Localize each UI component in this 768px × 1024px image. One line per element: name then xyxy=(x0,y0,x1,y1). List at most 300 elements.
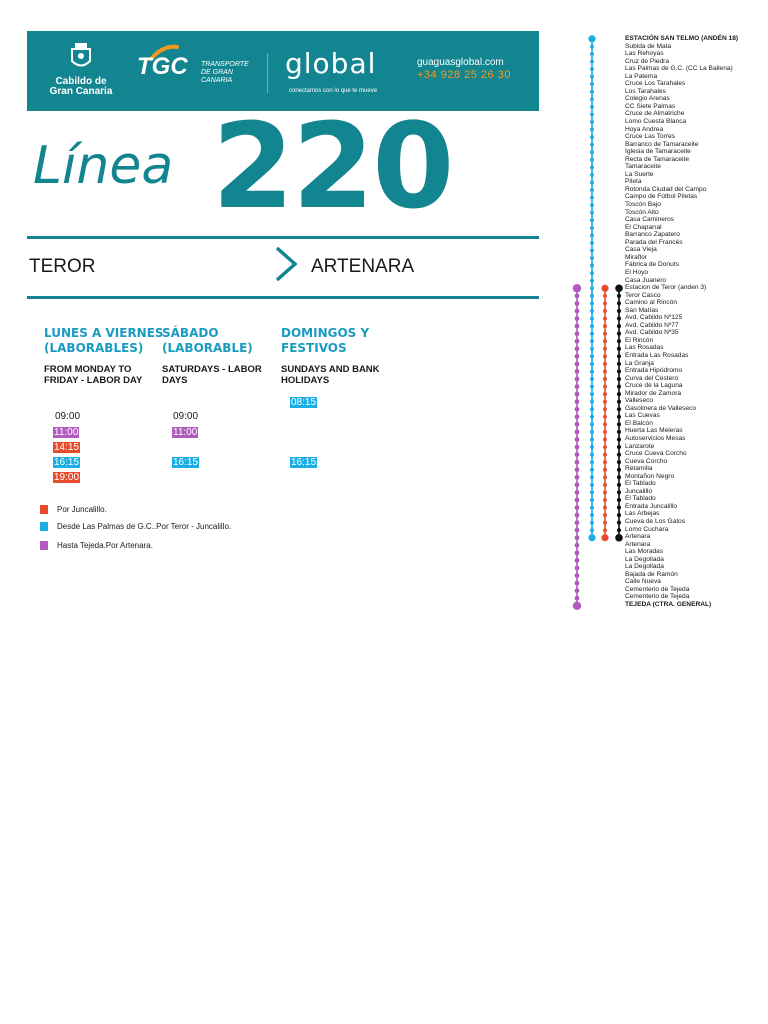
stop-dot xyxy=(603,483,607,487)
stop-dot xyxy=(590,362,594,366)
route-origin: TEROR xyxy=(29,256,96,277)
stop-name: Cueva de Los Gatos xyxy=(625,518,686,525)
saturday-subheading-line2: DAYS xyxy=(162,375,188,386)
stop-dot xyxy=(617,339,621,343)
stop-name: Entrada Las Rosadas xyxy=(625,351,689,359)
departure-time: 16:15 xyxy=(173,457,199,468)
stop-dot xyxy=(590,82,594,86)
cabildo-crest-icon xyxy=(68,41,94,71)
stop-dot xyxy=(603,513,607,517)
stop-dot xyxy=(590,528,594,532)
tgc-subtitle-line1: TRANSPORTE xyxy=(201,61,249,68)
stop-dot xyxy=(575,596,580,601)
stop-dot xyxy=(590,453,594,457)
route-destination: ARTENARA xyxy=(311,256,415,277)
stop-name: Estacion de Teror (anden 3) xyxy=(625,284,707,292)
stop-dot xyxy=(590,180,594,184)
stop-dot xyxy=(603,468,607,472)
stop-name: Cueva Corcho xyxy=(625,457,668,465)
departure-time: 16:15 xyxy=(54,457,80,468)
stop-dot xyxy=(575,573,580,578)
stop-name: Avd. Cabildo Nº35 xyxy=(625,329,679,337)
stop-dot xyxy=(603,400,607,404)
stop-dot xyxy=(603,453,607,457)
cabildo-logo xyxy=(41,41,121,103)
weekday-subheading-line2: FRIDAY - LABOR DAY xyxy=(44,375,143,386)
stop-name: Valleseco xyxy=(625,397,654,405)
stop-dot xyxy=(573,602,581,610)
departure-time: 19:00 xyxy=(54,472,80,483)
departure-time: 14:15 xyxy=(54,442,80,453)
stop-name: La Degollada xyxy=(625,563,664,571)
stop-name: Teror Casco xyxy=(625,291,661,299)
stop-name: Las Arbejas xyxy=(625,510,660,518)
stop-dot xyxy=(590,188,594,192)
stop-dot xyxy=(617,415,621,419)
stop-dot xyxy=(588,35,595,42)
stop-dot xyxy=(590,490,594,494)
legend-swatch-purple xyxy=(40,541,48,550)
stop-dot xyxy=(575,399,580,404)
stop-dot xyxy=(603,445,607,449)
stop-dot xyxy=(575,490,580,495)
stop-name: Cruce Los Tarahales xyxy=(625,80,686,88)
stop-dot xyxy=(617,362,621,366)
stop-dot xyxy=(590,158,594,162)
stop-name: El Chaparral xyxy=(625,223,662,231)
stop-dot xyxy=(590,483,594,487)
stop-name: Lomo Cuchara xyxy=(625,525,669,533)
stop-name: Camino al Rincón xyxy=(625,299,678,307)
stop-name: Las Rosadas xyxy=(625,344,664,352)
stop-name: CC Siete Palmas xyxy=(625,102,676,110)
stop-dot xyxy=(575,505,580,510)
stop-name: Lanzarote xyxy=(625,442,655,450)
stop-dot xyxy=(603,498,607,502)
stop-dot xyxy=(603,415,607,419)
stop-name: Toscón Bajo xyxy=(625,201,661,209)
stop-dot xyxy=(590,468,594,472)
stop-dot xyxy=(575,384,580,389)
stop-dot xyxy=(617,347,621,351)
stop-dot xyxy=(617,445,621,449)
stop-name: Entrada Hipódromo xyxy=(625,367,683,375)
stop-dot xyxy=(575,535,580,540)
stop-name: Cementerio de Tejeda xyxy=(625,593,690,601)
stop-dot xyxy=(590,211,594,215)
stop-dot xyxy=(617,369,621,373)
saturday-heading xyxy=(162,326,253,356)
stop-dot xyxy=(590,369,594,373)
stop-name: Avd. Cabildo Nº77 xyxy=(625,321,679,329)
stop-dot xyxy=(590,264,594,268)
stop-dot xyxy=(603,475,607,479)
stop-name: La Degollada xyxy=(625,555,664,563)
header-divider xyxy=(267,53,268,93)
saturday-heading-line2: (LABORABLE) xyxy=(162,341,253,355)
stop-dot xyxy=(575,324,580,329)
stop-name: Artenara xyxy=(625,533,651,541)
stop-dot xyxy=(617,301,621,305)
stop-dot xyxy=(590,52,594,56)
weekday-heading-line2: (LABORABLES) xyxy=(44,341,144,355)
legend-text: Desde Las Palmas de G.C..Por Teror - Juncalillo. xyxy=(57,522,232,531)
stop-name: Campo de Fútbol Piletas xyxy=(625,193,698,201)
stop-name: La Paterna xyxy=(625,72,658,80)
stop-name: Retamilla xyxy=(625,465,653,473)
stop-dot xyxy=(603,362,607,366)
stop-dot xyxy=(590,339,594,343)
stop-dot xyxy=(617,407,621,411)
weekday-subheading-line1: FROM MONDAY TO xyxy=(44,364,132,375)
stop-name: Artenara xyxy=(625,540,651,548)
stop-dot xyxy=(575,566,580,571)
stop-dot xyxy=(590,279,594,283)
stop-name: San Matías xyxy=(625,306,659,314)
stop-dot xyxy=(590,400,594,404)
stop-dot xyxy=(617,392,621,396)
stop-name: Mirador de Zamora xyxy=(625,389,682,397)
stop-name: El Balcón xyxy=(625,419,653,427)
divider-bottom xyxy=(27,296,539,299)
stop-name: Cementerio de Tejeda xyxy=(625,585,690,593)
stop-dot xyxy=(590,301,594,305)
stop-dot xyxy=(575,437,580,442)
stop-dot xyxy=(590,90,594,94)
stop-name: Lomo Cuesta Blanca xyxy=(625,118,687,126)
stop-dot xyxy=(575,581,580,586)
stop-dot xyxy=(603,422,607,426)
stop-dot xyxy=(575,309,580,314)
stop-dot xyxy=(575,414,580,419)
stop-name: Las Moradas xyxy=(625,548,664,556)
stop-dot xyxy=(617,453,621,457)
stop-name: Recta de Tamaraceite xyxy=(625,155,690,163)
stop-dot xyxy=(575,392,580,397)
stop-dot xyxy=(590,294,594,298)
cabildo-name-line2: Gran Canaria xyxy=(49,86,113,97)
stop-dot xyxy=(575,430,580,435)
stop-dot xyxy=(603,506,607,510)
stop-dot xyxy=(590,150,594,154)
divider-top xyxy=(27,236,539,239)
global-tagline: conectamos con lo que te mueve xyxy=(289,88,378,94)
tgc-logo xyxy=(137,43,252,87)
global-wordmark: global xyxy=(285,47,377,80)
stop-dot xyxy=(617,354,621,358)
stop-dot xyxy=(575,339,580,344)
stop-dot xyxy=(590,460,594,464)
stop-name: Barranco de Tamaraceite xyxy=(625,140,699,148)
stop-dot xyxy=(575,467,580,472)
stop-dot xyxy=(575,407,580,412)
stop-dot xyxy=(603,385,607,389)
stop-dot xyxy=(617,468,621,472)
stop-name: Cruce de Almatriche xyxy=(625,110,685,118)
stop-dot xyxy=(590,407,594,411)
stop-dot xyxy=(603,392,607,396)
stop-dot xyxy=(575,354,580,359)
stop-name: Cruz de Piedra xyxy=(625,57,669,65)
stop-dot xyxy=(575,498,580,503)
stop-name: Fábrica de Donuts xyxy=(625,261,679,269)
stop-name: Iglesia de Tamaraceite xyxy=(625,148,691,156)
stop-dot xyxy=(603,317,607,321)
stop-dot xyxy=(603,294,607,298)
stop-dot xyxy=(575,301,580,306)
stop-dot xyxy=(617,505,621,509)
stop-name: Pileta xyxy=(625,178,642,186)
departure-time: 16:15 xyxy=(291,457,317,468)
stop-dot xyxy=(573,284,581,292)
stop-dot xyxy=(617,437,621,441)
stop-name: Gasolinera de Valleseco xyxy=(625,404,696,412)
stop-dot xyxy=(617,528,621,532)
stop-name: La Granja xyxy=(625,359,654,367)
stop-name: Casa Camineros xyxy=(625,216,675,224)
stop-dot xyxy=(575,422,580,427)
stop-dot xyxy=(603,324,607,328)
route-line-diagram xyxy=(570,35,626,610)
stop-dot xyxy=(603,309,607,313)
chevron-right-icon xyxy=(274,246,298,282)
stop-dot xyxy=(590,498,594,502)
stop-name: Colegio Arenas xyxy=(625,95,670,103)
stop-dot xyxy=(590,218,594,222)
stop-dot xyxy=(603,407,607,411)
stop-dot xyxy=(575,316,580,321)
stop-dot xyxy=(617,384,621,388)
stop-dot xyxy=(590,226,594,230)
stop-dot xyxy=(617,521,621,525)
legend-swatch-blue xyxy=(40,522,48,531)
stop-dot xyxy=(590,60,594,64)
stop-dot xyxy=(590,430,594,434)
stop-name: Rotonda Ciudad del Campo xyxy=(625,185,707,193)
stop-dot xyxy=(590,173,594,177)
stop-name: Casa Juanero xyxy=(625,276,667,284)
stop-dot xyxy=(617,422,621,426)
stop-dot xyxy=(590,513,594,517)
stop-dot xyxy=(575,452,580,457)
stop-dot xyxy=(603,490,607,494)
stop-dot xyxy=(601,534,608,541)
stop-dot xyxy=(575,520,580,525)
weekday-heading-line1: LUNES A VIERNES xyxy=(44,326,164,340)
stop-dot xyxy=(590,415,594,419)
stop-dot xyxy=(575,482,580,487)
stop-dot xyxy=(603,460,607,464)
stop-dot xyxy=(617,513,621,517)
stop-name: El Hoyo xyxy=(625,268,649,276)
stop-name: Cruce Cueva Corcho xyxy=(625,450,687,458)
stop-dot xyxy=(575,346,580,351)
stop-name: Las Palmas de G.C. (CC La Ballena) xyxy=(625,65,733,73)
stop-dot xyxy=(590,445,594,449)
stop-dot xyxy=(590,385,594,389)
departure-time: 08:15 xyxy=(291,397,317,408)
stop-dot xyxy=(590,112,594,116)
stop-dot xyxy=(603,301,607,305)
stop-name: Calle Nueva xyxy=(625,578,661,586)
legend-text: Por Juncalillo. xyxy=(57,505,107,514)
stop-name: Entrada Juncalillo xyxy=(625,502,678,510)
stop-name: Cruce de la Laguna xyxy=(625,382,683,390)
stop-dot xyxy=(590,233,594,237)
stop-dot xyxy=(603,377,607,381)
stop-dot xyxy=(575,528,580,533)
stop-dot xyxy=(575,445,580,450)
stop-dot xyxy=(575,293,580,298)
stop-dot xyxy=(575,361,580,366)
stop-name: Subida de Mata xyxy=(625,42,672,50)
stop-dot xyxy=(575,377,580,382)
stop-name: Toscón Alto xyxy=(625,208,659,216)
stop-dot xyxy=(590,332,594,336)
stop-dot xyxy=(603,347,607,351)
stop-dot xyxy=(590,128,594,132)
stop-dot xyxy=(590,67,594,71)
legend-text: Hasta Tejeda.Por Artenara. xyxy=(57,541,153,550)
stop-dot xyxy=(617,324,621,328)
stop-list xyxy=(625,35,765,609)
sunday-heading xyxy=(281,326,369,356)
sunday-subheading xyxy=(281,364,380,386)
stop-dot xyxy=(590,271,594,275)
stop-dot xyxy=(617,316,621,320)
stop-name: Huerta Las Meleras xyxy=(625,427,683,435)
stop-dot xyxy=(575,588,580,593)
sunday-subheading-line2: HOLIDAYS xyxy=(281,375,330,386)
sunday-heading-line1: DOMINGOS Y xyxy=(281,326,370,340)
stop-dot xyxy=(617,430,621,434)
stop-dot xyxy=(590,521,594,525)
phone-number[interactable]: +34 928 25 26 30 xyxy=(417,69,511,81)
stop-dot xyxy=(617,483,621,487)
departure-time: 11:00 xyxy=(173,427,198,438)
sunday-subheading-line1: SUNDAYS AND BANK xyxy=(281,364,380,375)
website-link[interactable]: guaguasglobal.com xyxy=(417,57,504,68)
stop-dot xyxy=(617,294,621,298)
stop-name: Las Cuevas xyxy=(625,412,660,420)
stop-dot xyxy=(603,339,607,343)
stop-dot xyxy=(590,377,594,381)
stop-name: Montañon Negro xyxy=(625,472,675,480)
line-title-word: Línea xyxy=(33,136,174,196)
stop-name: Parada del Francés xyxy=(625,238,683,246)
stop-dot xyxy=(575,543,580,548)
stop-name: El Rincón xyxy=(625,336,654,344)
stop-name: Los Tarahales xyxy=(625,87,666,95)
stop-dot xyxy=(617,498,621,502)
stop-name: Casa Vieja xyxy=(625,246,657,254)
stop-dot xyxy=(617,460,621,464)
stop-dot xyxy=(617,400,621,404)
stop-dot xyxy=(575,460,580,465)
stop-dot xyxy=(575,475,580,480)
stop-dot xyxy=(590,256,594,260)
stop-dot xyxy=(590,75,594,79)
stop-dot xyxy=(590,97,594,101)
stop-dot xyxy=(603,521,607,525)
stop-dot xyxy=(617,332,621,336)
stop-name: Bajada de Ramón xyxy=(625,570,678,578)
stop-dot xyxy=(590,286,594,290)
stop-dot xyxy=(590,392,594,396)
stop-name: Avd. Cabildo Nº125 xyxy=(625,314,683,322)
stop-dot xyxy=(590,438,594,442)
stop-name: Hoya Andrea xyxy=(625,125,664,133)
stop-dot xyxy=(590,309,594,313)
stop-dot xyxy=(590,422,594,426)
stop-dot xyxy=(590,44,594,48)
stop-dot xyxy=(590,196,594,200)
stop-dot xyxy=(603,354,607,358)
stop-dot xyxy=(615,284,623,292)
stop-dot xyxy=(575,369,580,374)
stop-dot xyxy=(615,534,623,542)
stop-name: El Tablado xyxy=(625,495,656,503)
stop-dot xyxy=(590,506,594,510)
stop-dot xyxy=(617,475,621,479)
stop-name: ESTACIÓN SAN TELMO (ANDÉN 18) xyxy=(625,35,739,42)
departure-time: 09:00 xyxy=(173,411,199,422)
stop-name: El Tablado xyxy=(625,480,656,488)
stop-dot xyxy=(603,332,607,336)
stop-name: Barranco Zapatero xyxy=(625,231,680,239)
stop-dot xyxy=(617,490,621,494)
stop-dot xyxy=(575,331,580,336)
stop-name: Autoservicios Mesas xyxy=(625,434,686,442)
sunday-heading-line2: FESTIVOS xyxy=(281,341,347,355)
stop-dot xyxy=(603,438,607,442)
stop-dot xyxy=(617,377,621,381)
stop-dot xyxy=(590,354,594,358)
stop-dot xyxy=(590,165,594,169)
stop-dot xyxy=(575,558,580,563)
legend-swatch-orange xyxy=(40,505,48,514)
saturday-subheading xyxy=(162,364,262,386)
stop-name: Juncalillo xyxy=(625,487,653,495)
stop-dot xyxy=(590,317,594,321)
tgc-subtitle xyxy=(201,61,252,85)
stop-dot xyxy=(590,475,594,479)
stop-dot xyxy=(590,203,594,207)
stop-dot xyxy=(590,135,594,139)
weekday-subheading xyxy=(44,364,142,386)
stop-dot xyxy=(590,143,594,147)
stop-dot xyxy=(590,241,594,245)
weekday-heading xyxy=(44,326,164,356)
saturday-subheading-line1: SATURDAYS - LABOR xyxy=(162,364,262,375)
tgc-wordmark: TGC xyxy=(137,53,188,80)
stop-dot xyxy=(590,249,594,253)
stop-name: Cruce Las Torres xyxy=(625,133,676,141)
stop-dot xyxy=(603,430,607,434)
stop-dot xyxy=(617,309,621,313)
stop-dot xyxy=(575,513,580,518)
line-number: 220 xyxy=(212,97,453,235)
stop-name: La Suerte xyxy=(625,170,654,178)
stop-name: Miraflor xyxy=(625,253,647,261)
stop-dot xyxy=(590,120,594,124)
stop-dot xyxy=(603,369,607,373)
stop-name: Las Rehoyas xyxy=(625,50,664,58)
stop-dot xyxy=(590,324,594,328)
tgc-subtitle-line2: DE GRAN CANARIA xyxy=(201,69,233,84)
saturday-heading-line1: SÁBADO xyxy=(162,326,219,340)
stop-dot xyxy=(603,528,607,532)
